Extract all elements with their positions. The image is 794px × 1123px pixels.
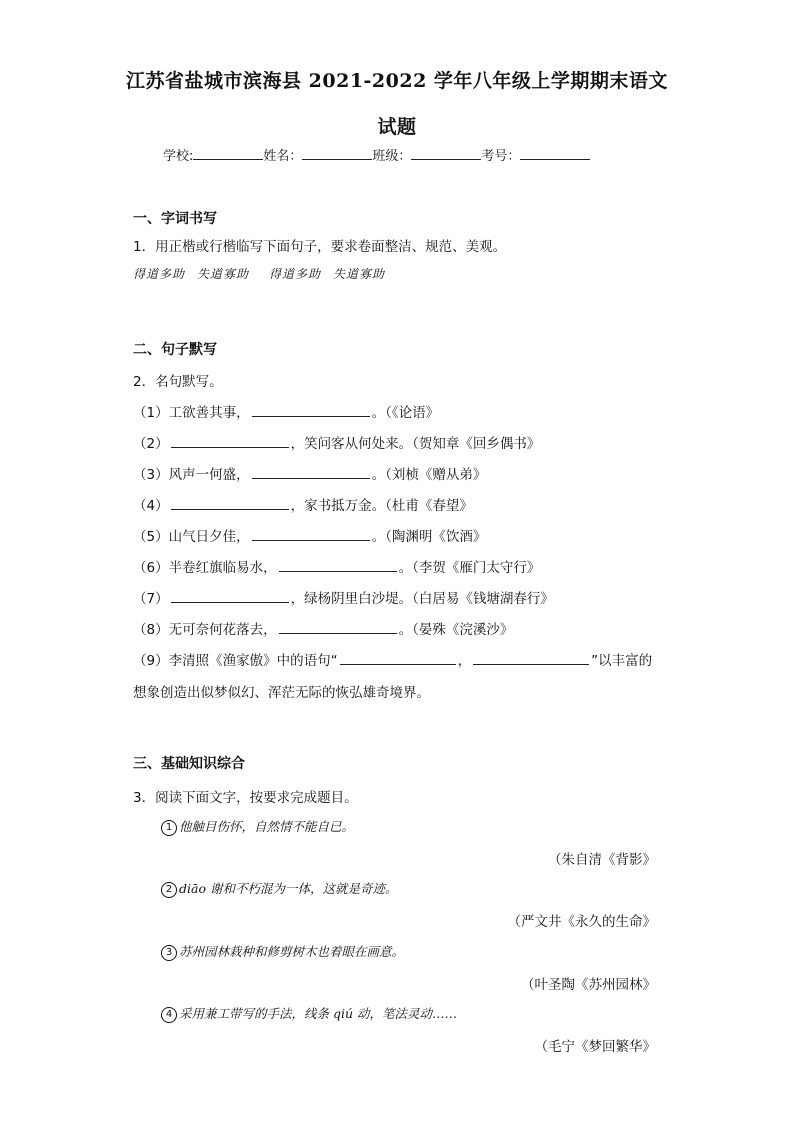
recite-item-9 — [133, 649, 652, 669]
school-label: 学校: — [163, 149, 194, 164]
recite-prefix: （8）无可奈何花落去， — [133, 622, 277, 638]
recite-item-8 — [133, 618, 513, 638]
quote-text: 苏州园林栽种和修剪树木也着眼在画意。 — [179, 944, 405, 959]
recite-item-5 — [133, 525, 486, 545]
handwriting-sample — [133, 265, 397, 282]
quote-4 — [161, 1004, 457, 1023]
handwriting-phrase: 失道寡助 — [333, 267, 386, 281]
recite-suffix: 。（陶渊明《饮酒》 — [371, 529, 487, 545]
answer-blank[interactable] — [252, 466, 370, 479]
circled-number: 3 — [161, 945, 177, 961]
quote-text: 他触目伤怀，自然情不能自已。 — [179, 819, 355, 834]
recite-prefix: （3）风声一何盛， — [133, 467, 250, 483]
school-blank[interactable] — [193, 147, 263, 160]
answer-blank[interactable] — [473, 652, 589, 665]
recite-prefix: （5）山气日夕佳， — [133, 529, 250, 545]
answer-blank[interactable] — [279, 621, 397, 634]
recite-suffix: 。（《论语》 — [371, 405, 440, 421]
recite-suffix: 。（刘桢《赠从弟》 — [371, 467, 487, 483]
quote-text: diāo 谢和不朽混为一体，这就是奇迹。 — [179, 881, 398, 896]
name-blank[interactable] — [302, 147, 372, 160]
answer-blank[interactable] — [340, 652, 456, 665]
recite-suffix: ”以丰富的 — [591, 653, 653, 669]
quote-2 — [161, 879, 397, 898]
circled-number: 1 — [161, 820, 177, 836]
quote-source: （叶圣陶《苏州园林》 — [521, 977, 656, 993]
recite-separator: ， — [457, 653, 472, 669]
quote-1 — [161, 817, 354, 836]
circled-number: 4 — [161, 1007, 177, 1023]
recite-suffix: 。（李贺《雁门太守行》 — [398, 560, 541, 576]
answer-blank[interactable] — [171, 590, 289, 603]
recite-prefix: （6）半卷红旗临易水， — [133, 560, 277, 576]
recite-prefix: （7） — [133, 591, 169, 607]
class-label: 班级： — [372, 149, 412, 164]
section-heading-2: 二、句子默写 — [133, 342, 217, 358]
exam-title-line2: 试题 — [377, 116, 417, 138]
section-heading-1: 一、字词书写 — [133, 211, 217, 227]
recite-suffix: ，家书抵万金。（杜甫《春望》 — [290, 498, 473, 514]
recite-item-9-continued: 想象创造出似梦似幻、浑茫无际的恢弘雄奇境界。 — [133, 685, 430, 701]
quote-text: 采用兼工带写的手法，线条 qiú 动，笔法灵动…… — [179, 1006, 457, 1021]
question-3: 3．阅读下面文字，按要求完成题目。 — [133, 790, 358, 806]
recite-prefix: （4） — [133, 498, 169, 514]
answer-blank[interactable] — [279, 559, 397, 572]
exam-title-line1: 江苏省盐城市滨海县 2021-2022 学年八年级上学期期末语文 — [126, 70, 668, 92]
handwriting-phrase: 得道多助 — [133, 267, 186, 281]
number-label: 考号： — [481, 149, 521, 164]
circled-number: 2 — [161, 882, 177, 898]
quote-source: （朱自清《背影》 — [548, 852, 656, 868]
recite-prefix: （1）工欲善其事， — [133, 405, 250, 421]
section-heading-3: 三、基础知识综合 — [133, 756, 245, 772]
answer-blank[interactable] — [252, 404, 370, 417]
recite-suffix: ，笑问客从何处来。（贺知章《回乡偶书》 — [290, 436, 541, 452]
recite-item-7 — [133, 587, 554, 607]
quote-source: （毛宁《梦回繁华》 — [534, 1039, 656, 1055]
answer-blank[interactable] — [171, 435, 289, 448]
number-blank[interactable] — [520, 147, 590, 160]
recite-item-6 — [133, 556, 540, 576]
answer-blank[interactable] — [252, 528, 370, 541]
recite-prefix: （2） — [133, 436, 169, 452]
handwriting-phrase: 得道多助 — [269, 267, 322, 281]
name-label: 姓名： — [263, 149, 303, 164]
recite-item-4 — [133, 494, 473, 514]
recite-suffix: ，绿杨阴里白沙堤。（白居易《钱塘湖春行》 — [290, 591, 554, 607]
recite-item-2 — [133, 432, 540, 452]
recite-item-1 — [133, 401, 439, 421]
question-1: 1．用正楷或行楷临写下面句子，要求卷面整洁、规范、美观。 — [133, 239, 507, 255]
quote-source: （严文井《永久的生命》 — [507, 914, 656, 930]
class-blank[interactable] — [411, 147, 481, 160]
recite-prefix: （9）李清照《渔家傲》中的语句“ — [133, 653, 338, 669]
quote-3 — [161, 942, 404, 961]
recite-suffix: 。（晏殊《浣溪沙》 — [398, 622, 514, 638]
question-2: 2．名句默写。 — [133, 374, 223, 390]
recite-item-3 — [133, 463, 486, 483]
handwriting-phrase: 失道寡助 — [197, 267, 250, 281]
answer-blank[interactable] — [171, 497, 289, 510]
student-info-line — [163, 145, 590, 164]
